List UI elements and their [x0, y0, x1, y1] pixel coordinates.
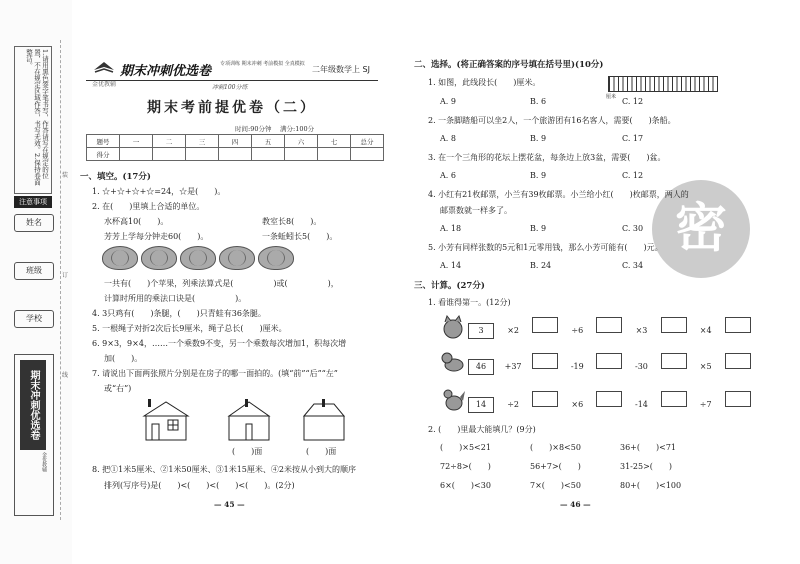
choice-5-option-a: A. 14: [440, 261, 462, 270]
train-car: 14: [468, 397, 494, 413]
score-input[interactable]: [219, 148, 252, 161]
house-back-icon: [300, 398, 348, 442]
house-front-icon: [142, 398, 190, 442]
house-side-icon: [225, 398, 273, 442]
ruler-image: [608, 76, 718, 92]
choice-2-option-a: A. 8: [440, 134, 456, 143]
choice-1: 1. 如图，此线段长( )厘米。: [428, 78, 541, 87]
score-table-score-row: [87, 148, 384, 161]
choice-4b: 邮票数就一样多了。: [440, 206, 512, 215]
fruit-plate-icon: [258, 246, 294, 270]
inequality: 6×( )<30: [440, 481, 491, 490]
train-car-blank[interactable]: [725, 353, 751, 369]
train-car-blank[interactable]: [725, 391, 751, 407]
header-publisher: 金优教辅: [92, 81, 117, 88]
train-car-blank[interactable]: [532, 317, 558, 333]
q7-blank-2: ( )面: [306, 447, 337, 456]
score-input[interactable]: [318, 148, 351, 161]
fruit-plate-icon: [219, 246, 255, 270]
binding-sidebar: [0, 0, 72, 564]
section-choice-title: 二、选择。(将正确答案的序号填在括号里)(10分): [414, 60, 604, 70]
choice-1-option-b: B. 6: [530, 97, 547, 106]
sidebar-publisher: 金优教辅: [41, 452, 47, 472]
score-input[interactable]: [252, 148, 285, 161]
train-car-blank[interactable]: [661, 317, 687, 333]
train-op: -19: [570, 362, 584, 371]
grade-label: 二年级数学上 SJ: [312, 65, 370, 74]
choice-4-option-a: A. 18: [440, 224, 462, 233]
inequality: 56+7>( ): [530, 462, 581, 471]
train-op: ÷2: [507, 400, 519, 409]
cut-mark-3: 线: [62, 372, 69, 379]
rooster-icon: [440, 387, 466, 413]
cat-icon: [440, 315, 466, 341]
train-op: -30: [635, 362, 648, 371]
train-car-blank[interactable]: [725, 317, 751, 333]
train-car-blank[interactable]: [532, 353, 558, 369]
rules-title: 注意事项: [14, 196, 52, 208]
score-input[interactable]: [285, 148, 318, 161]
dog-icon: [440, 349, 466, 375]
score-cell: 六: [285, 135, 318, 148]
choice-4a: 4. 小红有21枚邮票，小兰有39枚邮票。小兰给小红( )枚邮票，两人的: [428, 190, 689, 199]
cut-line: [60, 40, 61, 520]
fruit-plate-icon: [102, 246, 138, 270]
cut-mark-1: 装: [62, 172, 69, 179]
train-car-blank[interactable]: [596, 391, 622, 407]
train-op: ×3: [635, 326, 648, 335]
choice-5: 5. 小芳有同样张数的5元和1元零用钱，那么小芳可能有( )元。: [428, 243, 663, 252]
inequality: ( )×5<21: [440, 443, 491, 452]
score-table-header-row: [87, 135, 384, 148]
score-cell: 四: [219, 135, 252, 148]
question-2a: 水杯高10( )。: [104, 217, 169, 226]
choice-2-option-c: C. 17: [622, 134, 644, 143]
question-3b: 计算时所用的乘法口诀是( )。: [104, 294, 247, 303]
header-center-tag: 冲刺100分练: [212, 84, 248, 91]
inequality: 31-25>( ): [620, 462, 673, 471]
exam-rules: 1.请用黑色签字笔书写，作答请写在规定的位置，不在规定区域作答，书写无效。2.保持卷面整洁。: [14, 46, 52, 194]
train-car: 46: [468, 359, 494, 375]
choice-2: 2. 一条脚踏船可以坐2人，一个旅游团有16名客人，需要( )条船。: [428, 116, 676, 125]
calc-2-title: 2. ( )里最大能填几？(9分): [428, 425, 536, 434]
score-cell: 三: [186, 135, 219, 148]
school-field[interactable]: 学校: [14, 310, 54, 328]
choice-4-option-b: B. 9: [530, 224, 547, 233]
score-cell: 得分: [87, 148, 120, 161]
choice-2-option-b: B. 9: [530, 134, 547, 143]
page-number-left: — 45 —: [214, 500, 245, 509]
question-6b: 加( )。: [104, 354, 143, 363]
cut-mark-2: 订: [62, 272, 69, 279]
train-op: ÷7: [699, 400, 712, 409]
calc-1-title: 1. 看谁得第一。(12分): [428, 298, 511, 307]
train-op: +37: [504, 362, 522, 371]
inequality: ( )×8<50: [530, 443, 581, 452]
score-cell: 五: [252, 135, 285, 148]
q7-blank-1: ( )面: [232, 447, 263, 456]
question-6a: 6. 9×3，9×4，……一个乘数9不变，另一个乘数每次增加1，积每次增: [92, 339, 347, 348]
score-input[interactable]: [120, 148, 153, 161]
exam-full-score: 满分:100分: [280, 125, 315, 133]
score-table: [86, 134, 384, 161]
train-car-blank[interactable]: [661, 391, 687, 407]
choice-5-option-b: B. 24: [530, 261, 552, 270]
inequality: 36+( )<71: [620, 443, 677, 452]
exam-time-score: [235, 124, 314, 133]
train-1: [468, 317, 751, 339]
exam-time: 时间:90分钟: [235, 125, 272, 133]
question-8a: 8. 把①1米5厘米、②1米50厘米、③1米15厘米、④2米按从小到大的顺序: [92, 465, 356, 474]
inequality: 7×( )<50: [530, 481, 581, 490]
train-op: ÷6: [571, 326, 584, 335]
inequality: 72÷8>( ): [440, 462, 491, 471]
train-op: ×6: [571, 400, 584, 409]
question-2b: 教室长8( )。: [262, 217, 322, 226]
choice-3-option-c: C. 12: [622, 171, 644, 180]
section-fill-title: 一、填空。(17分): [80, 172, 151, 182]
train-op: -14: [635, 400, 648, 409]
choice-1-option-a: A. 9: [440, 97, 456, 106]
train-op: ×5: [699, 362, 712, 371]
score-cell: 一: [120, 135, 153, 148]
question-3a: 一共有( )个苹果，列乘法算式是( )或( )，: [104, 279, 339, 288]
choice-3-option-a: A. 6: [440, 171, 456, 180]
inequality: 80+( )<100: [620, 481, 682, 490]
train-3: [468, 391, 751, 413]
score-cell: 总分: [351, 135, 384, 148]
fruit-plate-icon: [180, 246, 216, 270]
score-cell: 二: [153, 135, 186, 148]
train-car-blank[interactable]: [661, 353, 687, 369]
train-op: ×2: [507, 326, 519, 335]
question-2d: 一条蚯蚓长5( )。: [262, 232, 338, 241]
brand-logo: 期末冲刺优选卷: [120, 64, 212, 79]
score-cell: 题号: [87, 135, 120, 148]
question-4: 4. 3只鸡有( )条腿，( )只青蛙有36条腿。: [92, 309, 266, 318]
question-2: 2. 在( )里填上合适的单位。: [92, 202, 205, 211]
score-input[interactable]: [351, 148, 384, 161]
confidential-seal: 密: [652, 180, 750, 278]
question-1: 1. ☆+☆+☆+☆=24，☆是( )。: [92, 187, 226, 196]
choice-3: 3. 在一个三角形的花坛上摆花盆，每条边上放3盆，需要( )盆。: [428, 153, 666, 162]
train-car-blank[interactable]: [596, 317, 622, 333]
ruler-label: 厘米: [606, 94, 617, 100]
sidebar-logo: 期末冲刺优选卷: [20, 360, 46, 450]
book-icon: [92, 58, 116, 74]
page-number-right: — 46 —: [560, 500, 591, 509]
train-2: [468, 353, 751, 375]
train-car-blank[interactable]: [596, 353, 622, 369]
class-field[interactable]: 班级: [14, 262, 54, 280]
question-7b: 或“右”): [104, 384, 132, 393]
train-car: 3: [468, 323, 494, 339]
section-calc-title: 三、计算。(27分): [414, 281, 485, 291]
question-8b: 排列(写序号)是( )<( )<( )<( )。(2分): [104, 481, 295, 490]
train-op: ×4: [699, 326, 712, 335]
score-input[interactable]: [153, 148, 186, 161]
pumpkin-plates-image: [102, 246, 297, 274]
header-features: 专项训练 期末冲刺 考前模拟 全真模拟: [220, 61, 305, 67]
question-2c: 芳芳上学每分钟走60( )。: [104, 232, 209, 241]
choice-1-option-c: C. 12: [622, 97, 644, 106]
fruit-plate-icon: [141, 246, 177, 270]
score-cell: 七: [318, 135, 351, 148]
score-input[interactable]: [186, 148, 219, 161]
name-field[interactable]: 姓名: [14, 214, 54, 232]
question-5: 5. 一根绳子对折2次后长9厘米，绳子总长( )厘米。: [92, 324, 287, 333]
choice-5-option-c: C. 34: [622, 261, 644, 270]
choice-3-option-b: B. 9: [530, 171, 547, 180]
question-7a: 7. 请说出下面两张照片分别是在房子的哪一面拍的。(填“前”“后”“左”: [92, 369, 338, 378]
choice-4-option-c: C. 30: [622, 224, 644, 233]
exam-title: 期末考前提优卷（二）: [147, 100, 317, 116]
train-car-blank[interactable]: [532, 391, 558, 407]
